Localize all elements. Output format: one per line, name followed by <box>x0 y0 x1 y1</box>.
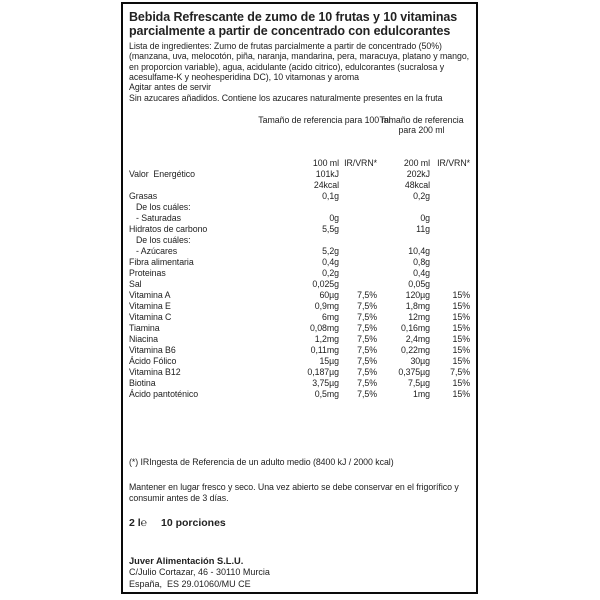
ingredients-list: Lista de ingredientes: Zumo de frutas parcialmente a partir de concentrado (50%) (manzana, uva, melocotón, piña, naranja, mandarina, pera, maracuya, platano y mango, en proporcion variable), agua, acidulante (acido citrico), edulcorantes (sucralosa y acesulfame-K y neohesperidina DC), 10 vitamonas y aroma <box>129 41 470 82</box>
ri-200ml: 15% <box>452 378 470 389</box>
nutrient-name: - Azúcares <box>136 246 178 257</box>
ri-200ml <box>430 202 470 213</box>
value-200ml: 11g <box>416 224 430 235</box>
net-quantity-line <box>129 517 470 530</box>
table-row <box>129 213 470 224</box>
ri-200ml <box>430 180 470 191</box>
ri-200ml: 15% <box>452 345 470 356</box>
ri-100ml: 7,5% <box>357 367 377 378</box>
serving-size-header-row <box>129 115 470 135</box>
ri-200ml: 15% <box>452 323 470 334</box>
ri-200ml: 15% <box>452 389 470 400</box>
nutrient-name: - Saturadas <box>136 213 181 224</box>
nutrient-name: Vitamina B12 <box>129 367 181 378</box>
ri-200ml <box>430 235 470 246</box>
nutrient-name: Hidratos de carbono <box>129 224 208 235</box>
value-100ml: 101kJ <box>315 169 339 180</box>
serving-header-100ml: Tamaño de referencia para 100 ml <box>258 115 391 126</box>
product-title-line-2: parcialmente a partir de concentrado con edulcorantes <box>129 24 451 38</box>
nutrient-name: Ácido Fólico <box>129 356 177 367</box>
ri-200ml <box>430 213 470 224</box>
value-200ml: 7,5µg <box>408 378 430 389</box>
value-200ml: 1mg <box>413 389 430 400</box>
value-200ml: 0,16mg <box>400 323 430 334</box>
table-row <box>129 334 470 345</box>
value-200ml: 0,8g <box>413 257 430 268</box>
ri-200ml <box>430 268 470 279</box>
col-header-irvrn-1: IR/VRN* <box>344 158 377 169</box>
ri-100ml <box>339 268 377 279</box>
table-row <box>129 169 470 180</box>
value-100ml <box>244 235 339 246</box>
value-100ml: 0,11mg <box>310 345 339 356</box>
manufacturer-block <box>129 555 470 590</box>
value-200ml: 48kcal <box>404 180 430 191</box>
ri-200ml <box>430 246 470 257</box>
product-title-line-1: Bebida Refrescante de zumo de 10 frutas y 10 vitaminas <box>129 10 458 24</box>
ri-200ml: 15% <box>452 301 470 312</box>
value-200ml: 0g <box>420 213 430 224</box>
nutrient-name: Ácido pantoténico <box>129 389 199 400</box>
table-row <box>129 279 470 290</box>
value-100ml: 0,1g <box>322 191 339 202</box>
ri-200ml <box>430 279 470 290</box>
nutrient-name: Vitamina C <box>129 312 172 323</box>
ri-100ml <box>339 257 377 268</box>
value-100ml: 0,4g <box>322 257 339 268</box>
ri-100ml: 7,5% <box>357 345 377 356</box>
table-row <box>129 290 470 301</box>
value-100ml: 0,025g <box>312 279 339 290</box>
nutrient-name: Proteinas <box>129 268 166 279</box>
ri-200ml: 15% <box>452 334 470 345</box>
nutrient-name: Vitamina A <box>129 290 171 301</box>
table-row <box>129 367 470 378</box>
nutrition-rows <box>129 169 470 400</box>
serving-header-200ml: Tamaño de referencia para 200 ml <box>379 115 464 136</box>
table-row <box>129 202 470 213</box>
empty-cell <box>129 158 244 169</box>
col-header-200ml: 200 ml <box>403 158 430 169</box>
value-100ml: 5,2g <box>322 246 339 257</box>
value-200ml: 0,05g <box>408 279 430 290</box>
value-100ml: 0,2g <box>322 268 339 279</box>
value-200ml: 12mg <box>408 312 430 323</box>
nutrition-label <box>121 2 478 594</box>
ri-100ml: 7,5% <box>357 323 377 334</box>
value-200ml: 0,4g <box>413 268 430 279</box>
column-header-row <box>129 158 470 169</box>
no-added-sugar-note: Sin azucares añadidos. Contiene los azucares naturalmente presentes en la fruta <box>129 93 443 104</box>
ri-100ml <box>339 224 377 235</box>
net-quantity: 2 l℮ <box>129 517 147 530</box>
table-row <box>129 323 470 334</box>
empty-cell <box>129 115 244 135</box>
value-100ml: 6mg <box>322 312 339 323</box>
table-row <box>129 180 470 191</box>
nutrient-name: Vitamina B6 <box>129 345 176 356</box>
value-100ml: 0,9mg <box>314 301 339 312</box>
ri-100ml <box>339 180 377 191</box>
manufacturer-country-reg: España, ES 29.01060/MU CE <box>129 578 251 589</box>
value-200ml: 0,375µg <box>398 367 430 378</box>
nutrient-name: Valor Energético <box>129 169 195 180</box>
table-row <box>129 378 470 389</box>
nutrient-name <box>129 180 244 191</box>
reference-intake-footnote: (*) IRIngesta de Referencia de un adulto medio (8400 kJ / 2000 kcal) <box>129 457 394 468</box>
table-row <box>129 301 470 312</box>
ri-100ml: 7,5% <box>357 334 377 345</box>
storage-note: Mantener en lugar fresco y seco. Una vez abierto se debe conservar en el frigorífico y consumir antes de 3 días. <box>129 482 459 504</box>
servings-count: 10 porciones <box>160 517 226 530</box>
value-100ml: 60µg <box>319 290 339 301</box>
value-200ml: 0,22mg <box>400 345 430 356</box>
value-100ml <box>244 202 339 213</box>
ri-100ml <box>339 279 377 290</box>
value-100ml: 0,187µg <box>307 367 339 378</box>
ri-100ml: 7,5% <box>357 312 377 323</box>
ri-100ml <box>339 213 377 224</box>
nutrient-name: Vitamina E <box>129 301 171 312</box>
table-row <box>129 191 470 202</box>
manufacturer-name: Juver Alimentación S.L.U. <box>129 556 244 567</box>
ri-200ml: 15% <box>452 312 470 323</box>
value-100ml: 0,08mg <box>309 323 339 334</box>
table-row <box>129 235 470 246</box>
shake-note: Agitar antes de servir <box>129 82 212 93</box>
value-200ml: 2,4mg <box>405 334 430 345</box>
nutrient-name: De los cuáles: <box>136 235 191 246</box>
table-row <box>129 312 470 323</box>
ri-100ml: 7,5% <box>357 389 377 400</box>
value-100ml: 24kcal <box>313 180 339 191</box>
value-200ml: 10,4g <box>408 246 430 257</box>
ri-200ml: 7,5% <box>450 367 470 378</box>
nutrient-name: Sal <box>129 279 142 290</box>
col-header-100ml: 100 ml <box>312 158 339 169</box>
col-header-irvrn-2: IR/VRN* <box>437 158 470 169</box>
ri-100ml <box>339 202 377 213</box>
ri-200ml <box>430 191 470 202</box>
ri-100ml: 7,5% <box>357 301 377 312</box>
table-row <box>129 345 470 356</box>
ri-100ml <box>339 191 377 202</box>
table-row <box>129 389 470 400</box>
value-200ml: 120µg <box>405 290 430 301</box>
ri-100ml <box>339 235 377 246</box>
ri-100ml: 7,5% <box>357 290 377 301</box>
nutrient-name: Grasas <box>129 191 158 202</box>
value-100ml: 0g <box>329 213 339 224</box>
table-row <box>129 268 470 279</box>
value-200ml: 202kJ <box>406 169 430 180</box>
ri-200ml <box>430 224 470 235</box>
nutrient-name: Tiamina <box>129 323 160 334</box>
table-row <box>129 224 470 235</box>
table-row <box>129 257 470 268</box>
ri-200ml: 15% <box>452 356 470 367</box>
nutrient-name: Biotina <box>129 378 156 389</box>
ri-200ml <box>430 169 470 180</box>
nutrient-name: Fibra alimentaria <box>129 257 194 268</box>
value-200ml <box>377 235 430 246</box>
ri-100ml: 7,5% <box>357 378 377 389</box>
value-100ml: 15µg <box>319 356 339 367</box>
ri-100ml <box>339 246 377 257</box>
value-100ml: 5,5g <box>322 224 339 235</box>
product-title <box>129 10 470 38</box>
nutrient-name: De los cuáles: <box>136 202 191 213</box>
table-row <box>129 246 470 257</box>
manufacturer-address: C/Julio Cortazar, 46 - 30110 Murcia <box>129 567 270 578</box>
value-100ml: 0,5mg <box>314 389 339 400</box>
value-100ml: 1,2mg <box>314 334 339 345</box>
value-200ml: 0,2g <box>413 191 430 202</box>
value-200ml <box>377 202 430 213</box>
value-200ml: 1,8mg <box>405 301 430 312</box>
ri-200ml: 15% <box>452 290 470 301</box>
value-100ml: 3,75µg <box>312 378 339 389</box>
value-200ml: 30µg <box>410 356 430 367</box>
ri-200ml <box>430 257 470 268</box>
nutrient-name: Niacina <box>129 334 158 345</box>
ri-100ml <box>339 169 377 180</box>
ri-100ml: 7,5% <box>357 356 377 367</box>
table-row <box>129 356 470 367</box>
